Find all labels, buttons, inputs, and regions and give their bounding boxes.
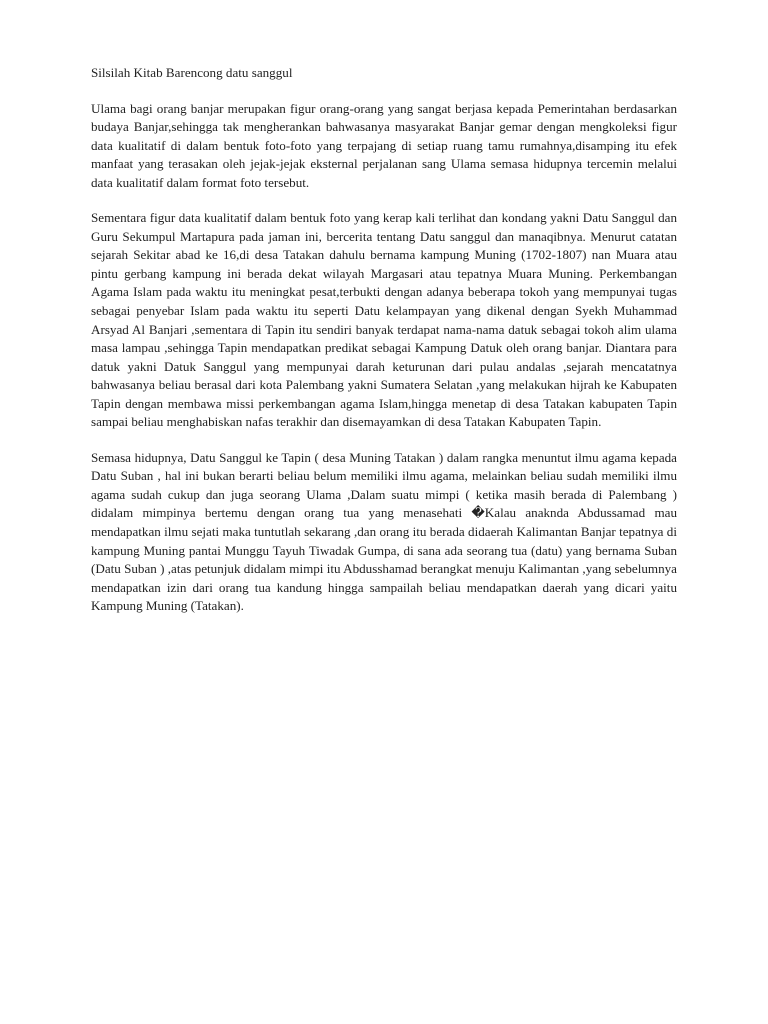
paragraph-2: Sementara figur data kualitatif dalam bentuk foto yang kerap kali terlihat dan kondang yakni Datu Sanggul dan Guru Sekumpul Martapura pada jaman ini, bercerita tentang Datu sanggul dan manaqibnya. Menurut catatan sejarah Sekitar abad ke 16,di desa Tatakan dahulu bernama kampung Muning (1702-1807) nan Muara atau pintu gerbang kampung ini berada dekat wilayah Margasari atau tepatnya Muara Muning. Perkembangan Agama Islam pada waktu itu meningkat pesat,terbukti dengan adanya beberapa tokoh yang mempunyai tugas sebagai penyebar Islam pada waktu itu seperti Datu kelampayan yang dikenal dengan Syekh Muhammad Arsyad Al Banjari ,sementara di Tapin itu sendiri banyak terdapat nama-nama datuk sebagai tokoh alim ulama masa lampau ,sehingga Tapin mendapatkan predikat sebagai Kampung Datuk oleh orang banjar. Diantara para datuk yakni Datuk Sanggul yang mempunyai darah keturunan dari pulau andalas ,sejarah mencatatnya bahwasanya beliau berasal dari kota Palembang yakni Sumatera Selatan ,yang melakukan hijrah ke Kabupaten Tapin dengan membawa missi perkembangan agama Islam,hingga menetap di desa Tatakan kabupaten Tapin sampai beliau menghabiskan nafas terakhir dan disemayamkan di desa Tatakan Kabupaten Tapin. — [91, 210, 677, 430]
document-body — [91, 64, 677, 633]
paragraph-3: Semasa hidupnya, Datu Sanggul ke Tapin ( desa Muning Tatakan ) dalam rangka menuntut ilmu agama kepada Datu Suban , hal ini bukan berarti beliau belum memiliki ilmu agama, melainkan beliau sudah memiliki ilmu agama sudah cukup dan juga seorang Ulama ,Dalam suatu mimpi ( ketika masih berada di Palembang ) didalam mimpinya bertemu dengan orang tua yang menasehati �Kalau anaknda Abdussamad mau mendapatkan ilmu sejati maka tuntutlah sekarang ,dan orang itu berada didaerah Kalimantan Banjar tepatnya di kampung Muning pantai Munggu Tayuh Tiwadak Gumpa, di sana ada seorang tua (datu) yang bernama Suban (Datu Suban ) ,atas petunjuk didalam mimpi itu Abdusshamad berangkat menuju Kalimantan ,yang sebelumnya mendapatkan izin dari orang tua kandung hingga sampailah beliau mendapatkan daerah yang dicari yaitu Kampung Muning (Tatakan). — [91, 449, 677, 614]
paragraph-1: Ulama bagi orang banjar merupakan figur orang-orang yang sangat berjasa kepada Pemerintahan berdasarkan budaya Banjar,sehingga tak mengherankan bahwasanya masyarakat Banjar gemar dengan mengkoleksi figur data kualitatif di dalam bentuk foto-foto yang terpajang di setiap ruang tamu rumahnya,disamping itu efek manfaat yang terasakan oleh jejak-jejak eksternal perjalanan sang Ulama semasa hidupnya tercemin melalui data kualitatif dalam format foto tersebut. — [91, 100, 677, 190]
document-title: Silsilah Kitab Barencong datu sanggul — [91, 65, 293, 80]
